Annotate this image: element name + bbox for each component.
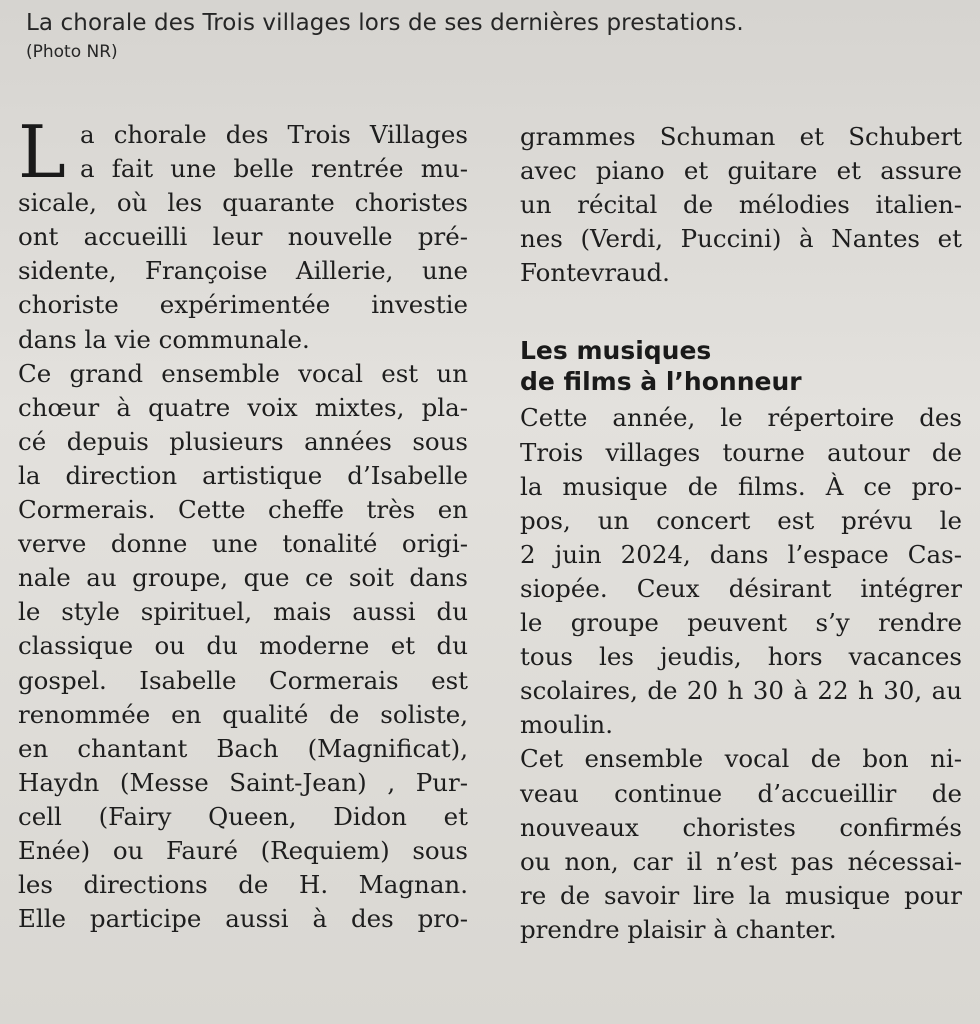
article-line: Trois villages tourne autour de: [520, 437, 962, 467]
article-line: siopée. Ceux désirant intégrer: [520, 573, 962, 603]
article-line: sidente, Françoise Aillerie, une: [18, 256, 468, 286]
article-line: gospel. Isabelle Cormerais est: [18, 665, 468, 695]
article-line: Cormerais. Cette cheffe très en: [18, 495, 468, 525]
drop-cap: L: [18, 110, 66, 194]
article-line: grammes Schuman et Schubert: [520, 122, 962, 151]
article-line: avec piano et guitare et assure: [520, 156, 962, 186]
article-line: en chantant Bach (Magnificat),: [18, 733, 468, 763]
article-line: nouveaux choristes confirmés: [520, 812, 962, 842]
subheading-line: de films à l’honneur: [520, 367, 802, 397]
article-line: Cet ensemble vocal de bon ni-: [520, 744, 962, 774]
article-line-text: a chorale des Trois Villages: [80, 120, 468, 149]
article-line: Haydn (Messe Saint-Jean) , Pur-: [18, 767, 468, 797]
subheading: [520, 335, 962, 397]
article-line: Fontevraud.: [520, 258, 670, 288]
article-line: cé depuis plusieurs années sous: [18, 426, 468, 456]
article-line: re de savoir lire la musique pour: [520, 880, 962, 910]
article-line: 2 juin 2024, dans l’espace Cas-: [520, 539, 962, 569]
article-line: pos, un concert est prévu le: [520, 505, 962, 535]
article-line: Cette année, le répertoire des: [520, 403, 962, 433]
photo-caption: [26, 6, 966, 64]
article-line: scolaires, de 20 h 30 à 22 h 30, au: [520, 676, 962, 706]
article-column-left: [18, 110, 468, 936]
article-line: dans la vie communale.: [18, 324, 310, 354]
article-line: un récital de mélodies italien-: [520, 190, 962, 220]
article-line: verve donne une tonalité origi-: [18, 529, 468, 559]
subheading-line: Les musiques: [520, 336, 712, 366]
article-line: la musique de films. À ce pro-: [520, 471, 962, 501]
article-line: ont accueilli leur nouvelle pré-: [18, 222, 468, 252]
article-line: prendre plaisir à chanter.: [520, 914, 837, 944]
article-line: nes (Verdi, Puccini) à Nantes et: [520, 224, 962, 254]
article-line: a fait une belle rentrée mu-: [80, 154, 468, 184]
article-line: choriste expérimentée investie: [18, 290, 468, 320]
article-line: sicale, où les quarante choristes: [18, 188, 468, 218]
article-line: renommée en qualité de soliste,: [18, 699, 468, 729]
article-line: cell (Fairy Queen, Didon et: [18, 801, 468, 831]
article-line: les directions de H. Magnan.: [18, 870, 468, 900]
article-line: Elle participe aussi à des pro-: [18, 904, 468, 934]
article-line: nale au groupe, que ce soit dans: [18, 563, 468, 593]
article-column-right: [520, 120, 962, 947]
article-line: Enée) ou Fauré (Requiem) sous: [18, 835, 468, 865]
article-line: veau continue d’accueillir de: [520, 778, 962, 808]
article-line: le style spirituel, mais aussi du: [18, 597, 468, 627]
article-line: Ce grand ensemble vocal est un: [18, 358, 468, 388]
article-line: chœur à quatre voix mixtes, pla-: [18, 392, 468, 422]
article-line: tous les jeudis, hors vacances: [520, 642, 962, 672]
article-line: le groupe peuvent s’y rendre: [520, 608, 962, 638]
article-line: classique ou du moderne et du: [18, 631, 468, 661]
article-line: ou non, car il n’est pas nécessai-: [520, 846, 962, 876]
article-line: moulin.: [520, 710, 613, 740]
caption-text: La chorale des Trois villages lors de ses dernières prestations.: [26, 10, 744, 36]
photo-credit: (Photo NR): [26, 42, 118, 62]
article-line: la direction artistique d’Isabelle: [18, 460, 468, 490]
